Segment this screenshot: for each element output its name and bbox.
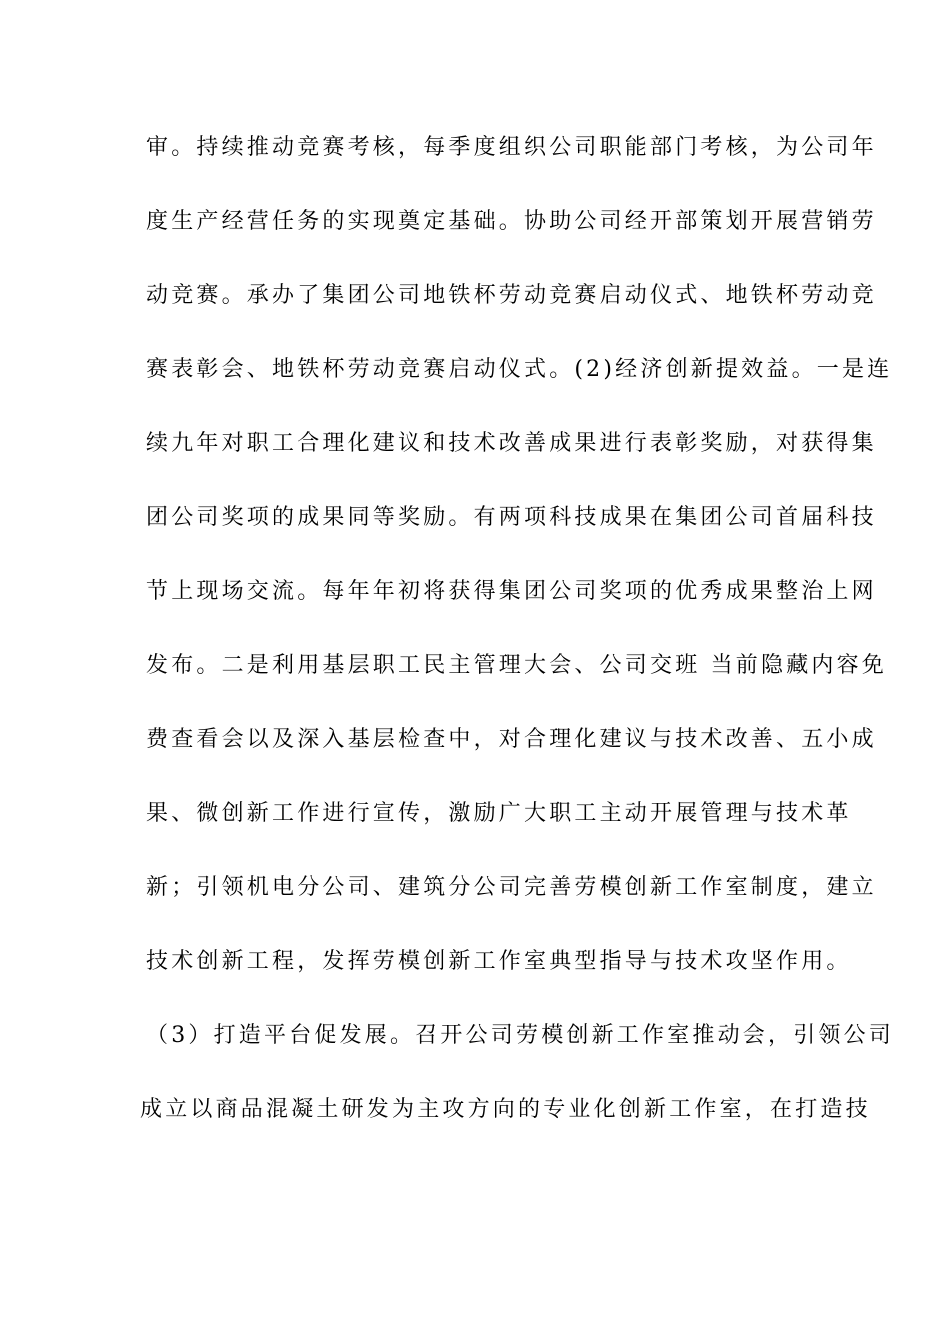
text-line: 度生产经营任务的实现奠定基础。协助公司经开部策划开展营销劳 <box>146 209 877 234</box>
text-line: 节上现场交流。每年年初将获得集团公司奖项的优秀成果整治上网 <box>146 579 877 604</box>
text-line: 费查看会以及深入基层检查中，对合理化建议与技术改善、五小成 <box>146 727 877 752</box>
text-line: （3）打造平台促发展。召开公司劳模创新工作室推动会，引领公司 <box>146 1023 894 1048</box>
text-line: 技术创新工程，发挥劳模创新工作室典型指导与技术攻坚作用。 <box>146 949 852 974</box>
text-line: 果、微创新工作进行宣传，激励广大职工主动开展管理与技术革 <box>146 801 852 826</box>
text-line: 新；引领机电分公司、建筑分公司完善劳模创新工作室制度，建立 <box>146 875 877 900</box>
text-line: 发布。二是利用基层职工民主管理大会、公司交班 当前隐藏内容免 <box>146 653 887 678</box>
text-line: 审。持续推动竞赛考核，每季度组织公司职能部门考核，为公司年 <box>146 135 877 160</box>
text-line: 动竞赛。承办了集团公司地铁杯劳动竞赛启动仪式、地铁杯劳动竞 <box>146 283 877 308</box>
text-line: 成立以商品混凝土研发为主攻方向的专业化创新工作室，在打造技 <box>140 1097 871 1122</box>
text-line: 赛表彰会、地铁杯劳动竞赛启动仪式。(2)经济创新提效益。一是连 <box>146 357 893 382</box>
text-line: 团公司奖项的成果同等奖励。有两项科技成果在集团公司首届科技 <box>146 505 877 530</box>
text-line: 续九年对职工合理化建议和技术改善成果进行表彰奖励，对获得集 <box>146 431 877 456</box>
